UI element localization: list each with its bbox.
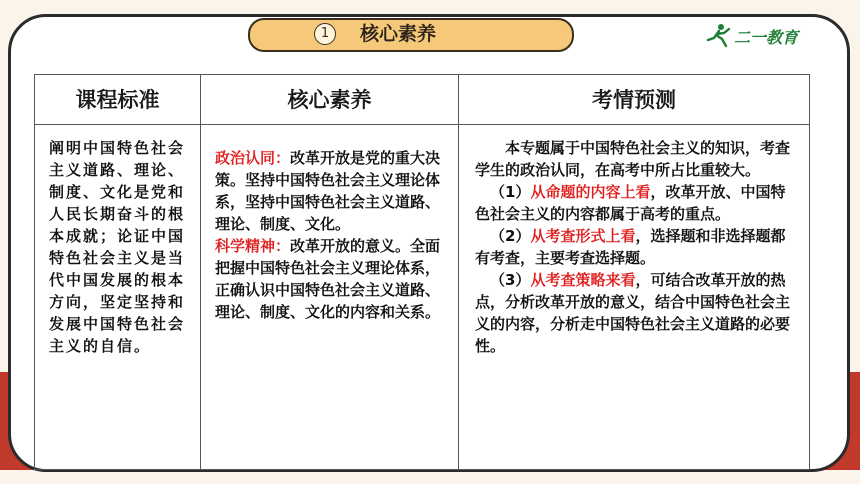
forecast-item-1 (475, 181, 795, 225)
item-2-highlight: 从考查形式上看 (530, 227, 636, 245)
bottom-strip (0, 470, 860, 484)
forecast-intro: 本专题属于中国特色社会主义的知识，考查学生的政治认同，在高考中所占比重较大。 (475, 139, 791, 179)
item-3-highlight: 从考查策略来看 (530, 271, 636, 289)
competency-scientific-spirit (215, 235, 448, 323)
forecast-item-3 (475, 269, 795, 357)
cell-curriculum-standard (35, 125, 201, 469)
cell-core-competency (201, 125, 459, 469)
header-core-competency: 核心素养 (201, 75, 459, 125)
item-3-text: ，可结合改革开放的热点，分析改革开放的意义，结合中国特色社会主义的内容，分析走中国特色社会主义道路的必要性。 (475, 271, 791, 355)
running-person-icon (704, 22, 732, 48)
brand-logo (704, 22, 814, 48)
curriculum-standard-text: 阐明中国特色社会主义道路、理论、制度、文化是党和人民长期奋斗的根本成就；论证中国特色社会主义是当代中国发展的根本方向，坚定坚持和发展中国特色社会主义的自信。 (49, 139, 186, 355)
cell-exam-forecast (459, 125, 809, 469)
text-political-identity: 改革开放是党的重大决策。坚持中国特色社会主义理论体系，坚持中国特色社会主义道路、理论、制度、文化。 (215, 149, 441, 233)
item-3-number: （3） (490, 271, 531, 289)
item-2-text: ，选择题和非选择题都有考查，主要考查选择题。 (475, 227, 786, 267)
header-exam-forecast: 考情预测 (459, 75, 809, 125)
competency-political-identity (215, 147, 448, 235)
label-political-identity: 政治认同： (215, 149, 291, 167)
text-scientific-spirit: 改革开放的意义。全面把握中国特色社会主义理论体系，正确认识中国特色社会主义道路、理论、制度、文化的内容和关系。 (215, 237, 441, 321)
label-scientific-spirit: 科学精神： (215, 237, 291, 255)
logo-text: 二一教育 (734, 28, 799, 47)
forecast-item-2 (475, 225, 795, 269)
item-1-number: （1） (490, 183, 531, 201)
item-1-highlight: 从命题的内容上看 (530, 183, 651, 201)
item-1-text: ，改革开放、中国特色社会主义的内容都属于高考的重点。 (475, 183, 786, 223)
section-title: 核心素养 (360, 23, 437, 45)
section-title-pill (248, 18, 574, 52)
header-curriculum-standard: 课程标准 (35, 75, 201, 125)
item-2-number: （2） (490, 227, 531, 245)
content-table (34, 74, 810, 470)
section-number-badge: 1 (314, 23, 336, 45)
